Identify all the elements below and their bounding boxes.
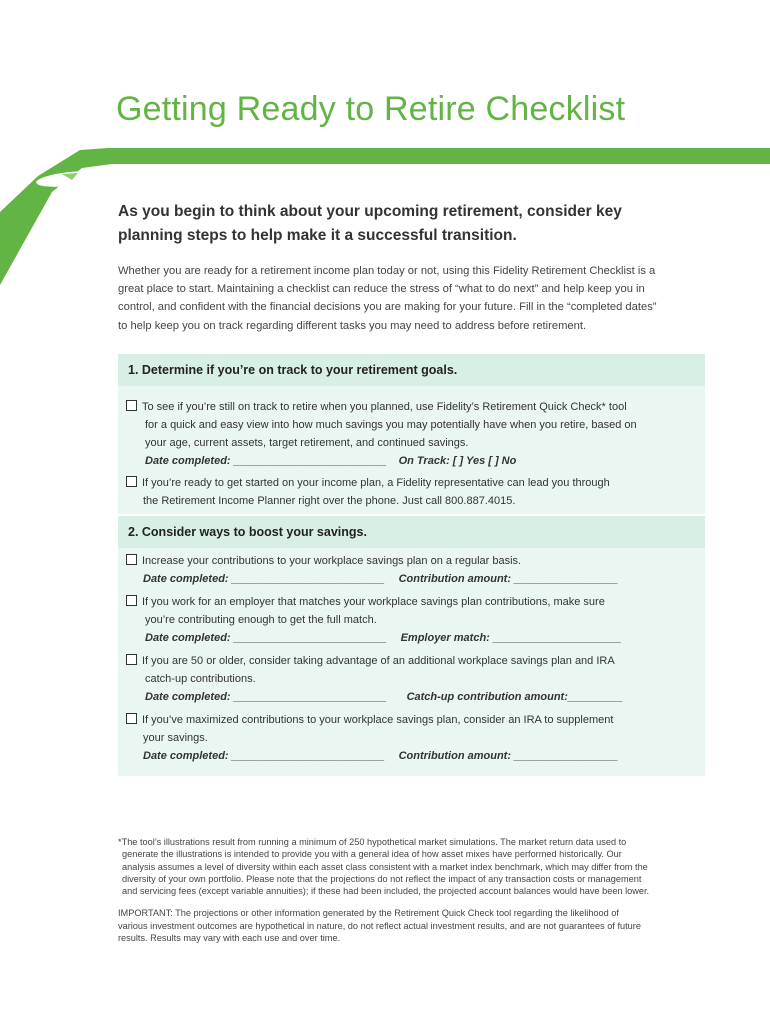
checklist-item-increase-contributions bbox=[126, 552, 701, 588]
intro-paragraph-line: control, and confident with the financial decisions you are making for your future. Fill in the “completed dates” bbox=[118, 301, 657, 314]
item-text-line: your savings. bbox=[143, 732, 208, 744]
item-text-line: for a quick and easy view into how much savings you may potentially have when you retire, based on bbox=[145, 419, 637, 431]
intro-heading-line: planning steps to help make it a successful transition. bbox=[118, 227, 517, 244]
item-text-line: If you are 50 or older, consider taking advantage of an additional workplace savings plan and IRA bbox=[142, 655, 615, 667]
date-completed-field[interactable]: Date completed: _________________________ bbox=[143, 750, 385, 762]
intro-paragraph-line: Whether you are ready for a retirement income plan today or not, using this Fidelity Retirement Checklist is a bbox=[118, 265, 656, 277]
checklist-item-ira bbox=[126, 711, 701, 765]
checkbox[interactable] bbox=[126, 476, 137, 487]
intro-paragraph-line: great place to start. Maintaining a checklist can reduce the stress of “what to do next” and help keep you in bbox=[118, 283, 645, 296]
checkbox[interactable] bbox=[126, 595, 137, 606]
page-title: Getting Ready to Retire Checklist bbox=[116, 90, 626, 128]
section-boost-savings bbox=[118, 516, 705, 776]
item-text-line: If you work for an employer that matches your workplace savings plan contributions, make sure bbox=[142, 596, 605, 608]
footnote-line: various investment outcomes are hypothetical in nature, do not reflect actual investment results, and are not guarantees of future bbox=[118, 920, 641, 931]
catch-up-amount-field[interactable]: Catch-up contribution amount:_________ bbox=[406, 691, 623, 703]
date-completed-field[interactable]: Date completed: _________________________ bbox=[143, 573, 385, 585]
footnote-tool bbox=[118, 836, 708, 897]
footnotes bbox=[118, 836, 708, 954]
checkbox[interactable] bbox=[126, 713, 137, 724]
footnote-line: IMPORTANT: The projections or other information generated by the Retirement Quick Check tool regarding the likelihood of bbox=[118, 908, 619, 919]
intro-paragraph-line: to help keep you on track regarding different tasks you may need to address before retirement. bbox=[118, 319, 587, 332]
footnote-line: results. Results may vary with each use and over time. bbox=[118, 933, 341, 944]
contribution-amount-field[interactable]: Contribution amount: _________________ bbox=[398, 573, 619, 585]
checklist-item-income-plan bbox=[126, 474, 701, 510]
item-text-line: you’re contributing enough to get the full match. bbox=[145, 614, 377, 626]
item-text-line: your age, current assets, target retirement, and continued savings. bbox=[145, 437, 469, 449]
employer-match-field[interactable]: Employer match: _____________________ bbox=[400, 632, 622, 644]
item-text-line: If you’ve maximized contributions to your workplace savings plan, consider an IRA to supplement bbox=[142, 714, 614, 726]
section-on-track bbox=[118, 354, 705, 514]
checklist-item-quick-check bbox=[126, 398, 701, 470]
date-completed-field[interactable]: Date completed: _________________________ bbox=[145, 691, 387, 703]
footnote-line: generate the illustrations is intended to provide you with a general idea of how asset mixes have performed historically. Our bbox=[122, 849, 622, 860]
checklist-item-catch-up bbox=[126, 652, 701, 706]
item-text-line: the Retirement Income Planner right over the phone. Just call 800.887.4015. bbox=[143, 495, 516, 507]
section-header: 1. Determine if you’re on track to your retirement goals. bbox=[118, 354, 705, 386]
intro-paragraph bbox=[118, 262, 708, 335]
footnote-line: diversity of your own portfolio. Please note that the projections do not reflect the impact of any transaction costs or management bbox=[122, 873, 642, 884]
item-text-line: If you’re ready to get started on your income plan, a Fidelity representative can lead you through bbox=[142, 477, 610, 489]
date-completed-field[interactable]: Date completed: _________________________ bbox=[145, 455, 387, 467]
section-header: 2. Consider ways to boost your savings. bbox=[118, 516, 705, 548]
checkbox[interactable] bbox=[126, 654, 137, 665]
intro-heading bbox=[118, 200, 698, 248]
item-text-line: catch-up contributions. bbox=[145, 673, 256, 685]
on-track-field[interactable]: On Track: [ ] Yes [ ] No bbox=[398, 455, 517, 467]
footnote-line: analysis assumes a level of diversity within each asset class consistent with a market index benchmark, which may differ from the bbox=[122, 861, 648, 872]
footnote-line: *The tool’s illustrations result from running a minimum of 250 hypothetical market simulations. The market return data used to bbox=[118, 837, 627, 847]
contribution-amount-field[interactable]: Contribution amount: _________________ bbox=[398, 750, 619, 762]
footnote-line: and servicing fees (except variable annuities); if these had been included, the projected account balances would have been lower. bbox=[122, 886, 650, 897]
intro-heading-line: As you begin to think about your upcoming retirement, consider key bbox=[118, 203, 622, 220]
checkbox[interactable] bbox=[126, 554, 137, 565]
footnote-important bbox=[118, 907, 708, 944]
item-text-line: To see if you’re still on track to retire when you planned, use Fidelity’s Retirement Quick Check* tool bbox=[142, 401, 627, 413]
date-completed-field[interactable]: Date completed: _________________________ bbox=[145, 632, 387, 644]
checkbox[interactable] bbox=[126, 400, 137, 411]
checklist-item-employer-match bbox=[126, 593, 701, 647]
item-text-line: Increase your contributions to your workplace savings plan on a regular basis. bbox=[142, 555, 522, 567]
